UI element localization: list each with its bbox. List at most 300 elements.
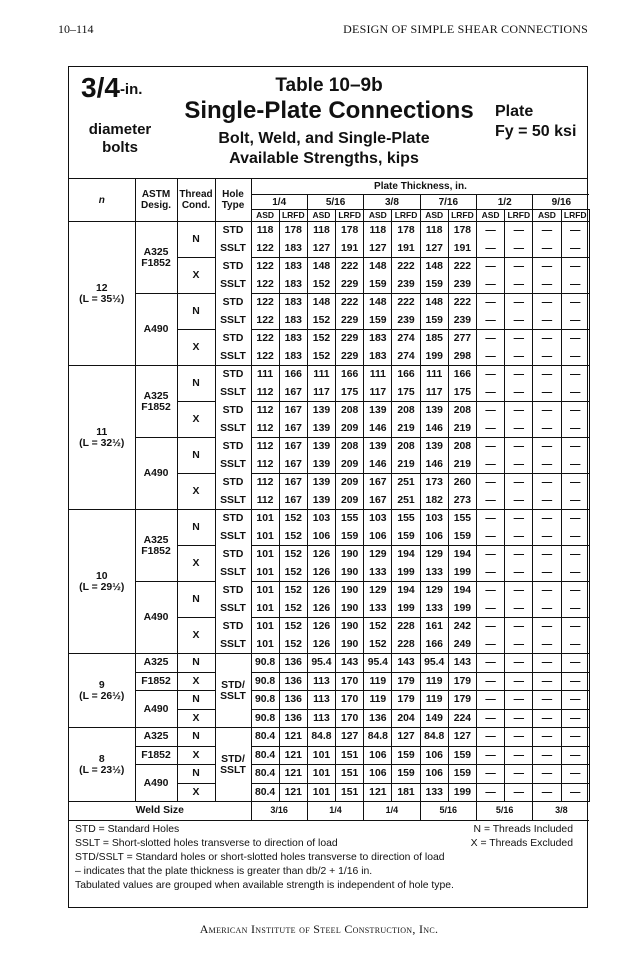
value-cell: — bbox=[533, 728, 561, 747]
value-cell: 136 bbox=[279, 709, 307, 728]
hole-cell: STD bbox=[215, 582, 251, 600]
value-cell: 222 bbox=[336, 258, 364, 276]
material-strength: Fy = 50 ksi bbox=[495, 123, 577, 140]
n-value: 9 bbox=[98, 679, 105, 691]
bolt-size bbox=[81, 73, 142, 103]
value-cell: 127 bbox=[420, 240, 448, 258]
value-cell: 159 bbox=[392, 746, 420, 765]
value-cell: 249 bbox=[448, 636, 476, 654]
hole-cell: STD bbox=[215, 438, 251, 456]
value-cell: 208 bbox=[448, 402, 476, 420]
value-cell: 208 bbox=[392, 438, 420, 456]
hole-cell: SSLT bbox=[215, 564, 251, 582]
value-cell: — bbox=[477, 258, 505, 276]
value-cell: — bbox=[561, 546, 589, 564]
value-cell: 229 bbox=[336, 330, 364, 348]
value-cell: 166 bbox=[420, 636, 448, 654]
value-cell: — bbox=[505, 366, 533, 384]
value-cell: 194 bbox=[392, 582, 420, 600]
weld-size-value: 3/8 bbox=[533, 802, 590, 821]
value-cell: 139 bbox=[307, 456, 335, 474]
value-cell: 133 bbox=[420, 600, 448, 618]
value-cell: — bbox=[505, 691, 533, 710]
value-cell: 119 bbox=[364, 691, 392, 710]
table-row bbox=[69, 438, 589, 456]
value-cell: 209 bbox=[336, 474, 364, 492]
thickness-header: 7/16 bbox=[420, 195, 476, 210]
value-cell: — bbox=[477, 330, 505, 348]
value-cell: — bbox=[533, 222, 561, 240]
table-description: Bolt, Weld, and Single-Plate Available Strengths, kips bbox=[218, 130, 430, 167]
astm-value: A325 bbox=[143, 246, 169, 258]
value-cell: 159 bbox=[364, 276, 392, 294]
value-cell: 122 bbox=[251, 276, 279, 294]
value-cell: 183 bbox=[279, 348, 307, 366]
value-cell: 152 bbox=[307, 348, 335, 366]
value-cell: 133 bbox=[364, 564, 392, 582]
thread-cell: X bbox=[177, 474, 215, 510]
value-cell: 113 bbox=[307, 709, 335, 728]
value-cell: 152 bbox=[307, 312, 335, 330]
value-cell: 146 bbox=[420, 420, 448, 438]
asd-header: ASD bbox=[420, 210, 448, 222]
value-cell: — bbox=[477, 222, 505, 240]
value-cell: — bbox=[477, 402, 505, 420]
value-cell: — bbox=[561, 746, 589, 765]
value-cell: 155 bbox=[392, 510, 420, 528]
thread-cell: X bbox=[177, 618, 215, 654]
value-cell: — bbox=[533, 276, 561, 294]
value-cell: 101 bbox=[251, 636, 279, 654]
note-line: STD = Standard Holes N = Threads Included bbox=[75, 823, 581, 837]
value-cell: 139 bbox=[364, 402, 392, 420]
value-cell: 173 bbox=[420, 474, 448, 492]
astm-cell: A325 bbox=[135, 654, 177, 673]
value-cell: — bbox=[505, 492, 533, 510]
weld-size-value: 5/16 bbox=[477, 802, 533, 821]
value-cell: — bbox=[477, 618, 505, 636]
thread-cell: X bbox=[177, 546, 215, 582]
value-cell: — bbox=[561, 330, 589, 348]
value-cell: — bbox=[561, 728, 589, 747]
value-cell: — bbox=[505, 709, 533, 728]
value-cell: 112 bbox=[251, 492, 279, 510]
value-cell: — bbox=[533, 765, 561, 784]
value-cell: — bbox=[561, 783, 589, 802]
thread-cell: N bbox=[177, 510, 215, 546]
thickness-header: 1/4 bbox=[251, 195, 307, 210]
value-cell: 190 bbox=[336, 546, 364, 564]
value-cell: 111 bbox=[420, 366, 448, 384]
bolt-size-unit: -in. bbox=[119, 81, 143, 98]
value-cell: 133 bbox=[364, 600, 392, 618]
value-cell: — bbox=[477, 492, 505, 510]
value-cell: 159 bbox=[364, 312, 392, 330]
astm-value: F1852 bbox=[141, 545, 171, 557]
value-cell: 122 bbox=[251, 312, 279, 330]
asd-header: ASD bbox=[307, 210, 335, 222]
value-cell: — bbox=[505, 672, 533, 691]
value-cell: 182 bbox=[420, 492, 448, 510]
value-cell: — bbox=[505, 420, 533, 438]
value-cell: 159 bbox=[420, 312, 448, 330]
value-cell: 95.4 bbox=[307, 654, 335, 673]
value-cell: 146 bbox=[420, 456, 448, 474]
value-cell: 126 bbox=[307, 618, 335, 636]
value-cell: — bbox=[533, 366, 561, 384]
astm-cell: A490 bbox=[135, 294, 177, 366]
value-cell: 175 bbox=[336, 384, 364, 402]
value-cell: 199 bbox=[392, 564, 420, 582]
value-cell: — bbox=[561, 258, 589, 276]
n-cell bbox=[69, 222, 135, 366]
value-cell: 183 bbox=[279, 276, 307, 294]
value-cell: 179 bbox=[392, 672, 420, 691]
value-cell: — bbox=[533, 691, 561, 710]
value-cell: 194 bbox=[448, 546, 476, 564]
value-cell: 209 bbox=[336, 420, 364, 438]
astm-cell: F1852 bbox=[135, 746, 177, 765]
n-value: 10 bbox=[95, 570, 108, 582]
table-row bbox=[69, 672, 589, 691]
value-cell: 112 bbox=[251, 474, 279, 492]
note-line: STD/SSLT = Standard holes or short-slotted holes transverse to direction of load bbox=[75, 851, 445, 863]
value-cell: 222 bbox=[448, 258, 476, 276]
value-cell: 122 bbox=[251, 348, 279, 366]
value-cell: — bbox=[533, 546, 561, 564]
value-cell: 136 bbox=[279, 691, 307, 710]
value-cell: 84.8 bbox=[420, 728, 448, 747]
value-cell: 175 bbox=[392, 384, 420, 402]
value-cell: — bbox=[561, 348, 589, 366]
value-cell: 80.4 bbox=[251, 783, 279, 802]
value-cell: 242 bbox=[448, 618, 476, 636]
thickness-header: 5/16 bbox=[307, 195, 363, 210]
value-cell: 260 bbox=[448, 474, 476, 492]
value-cell: 152 bbox=[307, 330, 335, 348]
value-cell: 191 bbox=[448, 240, 476, 258]
value-cell: — bbox=[561, 294, 589, 312]
note-threads-excluded: X = Threads Excluded bbox=[470, 837, 573, 849]
value-cell: 112 bbox=[251, 402, 279, 420]
value-cell: — bbox=[477, 384, 505, 402]
value-cell: 199 bbox=[448, 564, 476, 582]
hole-cell: SSLT bbox=[215, 600, 251, 618]
astm-cell: A490 bbox=[135, 765, 177, 802]
value-cell: — bbox=[505, 312, 533, 330]
value-cell: 183 bbox=[279, 330, 307, 348]
value-cell: 127 bbox=[307, 240, 335, 258]
strength-table bbox=[69, 179, 590, 821]
value-cell: 179 bbox=[448, 672, 476, 691]
value-cell: — bbox=[477, 366, 505, 384]
value-cell: — bbox=[505, 654, 533, 673]
astm-value: A325 bbox=[143, 390, 169, 402]
value-cell: — bbox=[561, 366, 589, 384]
value-cell: — bbox=[477, 474, 505, 492]
value-cell: — bbox=[561, 691, 589, 710]
value-cell: 222 bbox=[336, 294, 364, 312]
table-header bbox=[69, 179, 589, 222]
thread-cell: N bbox=[177, 728, 215, 747]
value-cell: 146 bbox=[364, 456, 392, 474]
value-cell: — bbox=[505, 636, 533, 654]
value-cell: 80.4 bbox=[251, 765, 279, 784]
hole-cell: SSLT bbox=[215, 348, 251, 366]
value-cell: — bbox=[561, 582, 589, 600]
hole-cell: SSLT bbox=[215, 636, 251, 654]
value-cell: 224 bbox=[448, 709, 476, 728]
hole-cell: STD bbox=[215, 510, 251, 528]
value-cell: — bbox=[533, 348, 561, 366]
value-cell: 117 bbox=[307, 384, 335, 402]
value-cell: 251 bbox=[392, 492, 420, 510]
value-cell: 101 bbox=[307, 765, 335, 784]
value-cell: — bbox=[505, 600, 533, 618]
value-cell: — bbox=[561, 438, 589, 456]
value-cell: — bbox=[477, 636, 505, 654]
value-cell: 178 bbox=[336, 222, 364, 240]
col-n: n bbox=[69, 179, 135, 222]
value-cell: 239 bbox=[448, 312, 476, 330]
value-cell: — bbox=[477, 672, 505, 691]
astm-cell: A490 bbox=[135, 582, 177, 654]
n-cell bbox=[69, 366, 135, 510]
value-cell: — bbox=[533, 402, 561, 420]
value-cell: 106 bbox=[420, 765, 448, 784]
value-cell: 127 bbox=[364, 240, 392, 258]
value-cell: 166 bbox=[336, 366, 364, 384]
hole-cell: STD bbox=[215, 474, 251, 492]
asd-header: ASD bbox=[533, 210, 561, 222]
n-cell bbox=[69, 510, 135, 654]
value-cell: 199 bbox=[448, 600, 476, 618]
value-cell: 194 bbox=[392, 546, 420, 564]
value-cell: 111 bbox=[251, 366, 279, 384]
value-cell: — bbox=[505, 258, 533, 276]
value-cell: 122 bbox=[251, 240, 279, 258]
value-cell: 183 bbox=[279, 294, 307, 312]
thread-cell: X bbox=[177, 672, 215, 691]
table-row bbox=[69, 366, 589, 384]
value-cell: — bbox=[477, 709, 505, 728]
note-threads-included: N = Threads Included bbox=[473, 823, 573, 835]
value-cell: — bbox=[477, 276, 505, 294]
value-cell: 175 bbox=[448, 384, 476, 402]
thickness-header: 3/8 bbox=[364, 195, 420, 210]
value-cell: 152 bbox=[279, 618, 307, 636]
value-cell: — bbox=[477, 438, 505, 456]
value-cell: 155 bbox=[336, 510, 364, 528]
value-cell: 84.8 bbox=[307, 728, 335, 747]
value-cell: 222 bbox=[392, 258, 420, 276]
astm-cell: A490 bbox=[135, 691, 177, 728]
lrfd-header: LRFD bbox=[336, 210, 364, 222]
value-cell: 126 bbox=[307, 600, 335, 618]
value-cell: — bbox=[477, 240, 505, 258]
value-cell: — bbox=[505, 546, 533, 564]
value-cell: 143 bbox=[448, 654, 476, 673]
thread-cell: N bbox=[177, 438, 215, 474]
value-cell: — bbox=[561, 709, 589, 728]
table-row bbox=[69, 222, 589, 240]
value-cell: 167 bbox=[279, 420, 307, 438]
value-cell: — bbox=[533, 672, 561, 691]
length-value: (L = 26½) bbox=[79, 690, 125, 702]
value-cell: 166 bbox=[279, 366, 307, 384]
value-cell: — bbox=[477, 456, 505, 474]
value-cell: 194 bbox=[448, 582, 476, 600]
value-cell: 95.4 bbox=[420, 654, 448, 673]
value-cell: — bbox=[505, 618, 533, 636]
value-cell: 117 bbox=[364, 384, 392, 402]
hole-cell: SSLT bbox=[215, 456, 251, 474]
value-cell: 167 bbox=[279, 456, 307, 474]
value-cell: — bbox=[561, 492, 589, 510]
value-cell: — bbox=[533, 618, 561, 636]
value-cell: 190 bbox=[336, 618, 364, 636]
value-cell: 139 bbox=[307, 492, 335, 510]
value-cell: — bbox=[505, 765, 533, 784]
value-cell: 139 bbox=[307, 402, 335, 420]
value-cell: 208 bbox=[448, 438, 476, 456]
value-cell: 199 bbox=[392, 600, 420, 618]
value-cell: 129 bbox=[364, 546, 392, 564]
table-row bbox=[69, 728, 589, 747]
value-cell: 126 bbox=[307, 636, 335, 654]
value-cell: 183 bbox=[279, 258, 307, 276]
col-plate-thickness: Plate Thickness, in. bbox=[251, 179, 589, 195]
thread-cell: X bbox=[177, 746, 215, 765]
value-cell: 159 bbox=[420, 276, 448, 294]
value-cell: 219 bbox=[392, 456, 420, 474]
thread-cell: N bbox=[177, 222, 215, 258]
table-row bbox=[69, 294, 589, 312]
value-cell: 155 bbox=[448, 510, 476, 528]
value-cell: 181 bbox=[392, 783, 420, 802]
astm-value: F1852 bbox=[141, 257, 171, 269]
value-cell: 239 bbox=[392, 276, 420, 294]
value-cell: — bbox=[533, 474, 561, 492]
value-cell: 178 bbox=[448, 222, 476, 240]
value-cell: 209 bbox=[336, 456, 364, 474]
value-cell: 167 bbox=[279, 492, 307, 510]
value-cell: — bbox=[505, 783, 533, 802]
value-cell: 113 bbox=[307, 672, 335, 691]
thickness-header: 1/2 bbox=[477, 195, 533, 210]
value-cell: 152 bbox=[279, 510, 307, 528]
value-cell: — bbox=[477, 348, 505, 366]
n-value: 11 bbox=[96, 426, 108, 438]
value-cell: — bbox=[533, 528, 561, 546]
value-cell: 139 bbox=[420, 402, 448, 420]
value-cell: 183 bbox=[364, 348, 392, 366]
value-cell: — bbox=[477, 510, 505, 528]
astm-cell bbox=[135, 510, 177, 582]
length-value: (L = 35½) bbox=[79, 293, 125, 305]
value-cell: 139 bbox=[307, 474, 335, 492]
astm-cell bbox=[135, 222, 177, 294]
value-cell: — bbox=[533, 746, 561, 765]
lrfd-header: LRFD bbox=[505, 210, 533, 222]
value-cell: — bbox=[505, 348, 533, 366]
value-cell: 228 bbox=[392, 618, 420, 636]
value-cell: 146 bbox=[364, 420, 392, 438]
value-cell: 183 bbox=[364, 330, 392, 348]
weld-size-row bbox=[69, 802, 589, 821]
value-cell: — bbox=[561, 456, 589, 474]
page-footer: American Institute of Steel Construction, Inc. bbox=[199, 922, 439, 936]
value-cell: 208 bbox=[336, 402, 364, 420]
value-cell: 143 bbox=[392, 654, 420, 673]
value-cell: 229 bbox=[336, 348, 364, 366]
value-cell: — bbox=[477, 654, 505, 673]
thread-cell: N bbox=[177, 654, 215, 673]
value-cell: — bbox=[505, 240, 533, 258]
value-cell: 199 bbox=[448, 783, 476, 802]
value-cell: 239 bbox=[392, 312, 420, 330]
value-cell: 90.8 bbox=[251, 672, 279, 691]
value-cell: 129 bbox=[420, 546, 448, 564]
value-cell: 139 bbox=[307, 420, 335, 438]
value-cell: 118 bbox=[420, 222, 448, 240]
value-cell: 95.4 bbox=[364, 654, 392, 673]
value-cell: 126 bbox=[307, 546, 335, 564]
value-cell: 209 bbox=[336, 492, 364, 510]
value-cell: — bbox=[477, 783, 505, 802]
value-cell: 133 bbox=[420, 564, 448, 582]
n-value: 12 bbox=[95, 282, 108, 294]
value-cell: 106 bbox=[420, 528, 448, 546]
astm-cell: F1852 bbox=[135, 672, 177, 691]
value-cell: 148 bbox=[307, 294, 335, 312]
value-cell: — bbox=[561, 312, 589, 330]
value-cell: — bbox=[561, 240, 589, 258]
value-cell: — bbox=[533, 564, 561, 582]
weld-size-value: 1/4 bbox=[364, 802, 420, 821]
col-hole: Hole Type bbox=[215, 179, 251, 222]
value-cell: 111 bbox=[307, 366, 335, 384]
value-cell: 122 bbox=[251, 258, 279, 276]
value-cell: — bbox=[477, 564, 505, 582]
value-cell: 122 bbox=[251, 294, 279, 312]
value-cell: 148 bbox=[307, 258, 335, 276]
thread-cell: N bbox=[177, 691, 215, 710]
value-cell: 159 bbox=[448, 528, 476, 546]
table-row bbox=[69, 582, 589, 600]
hole-cell: SSLT bbox=[215, 384, 251, 402]
value-cell: — bbox=[561, 765, 589, 784]
value-cell: 121 bbox=[364, 783, 392, 802]
hole-cell: STD bbox=[215, 258, 251, 276]
value-cell: 152 bbox=[279, 582, 307, 600]
table-row bbox=[69, 691, 589, 710]
length-value: (L = 29½) bbox=[79, 581, 125, 593]
weld-size-label: Weld Size bbox=[69, 802, 251, 821]
value-cell: 167 bbox=[279, 438, 307, 456]
value-cell: — bbox=[533, 709, 561, 728]
hole-cell: STD bbox=[215, 366, 251, 384]
page-number: 10–114 bbox=[58, 22, 94, 36]
value-cell: — bbox=[533, 294, 561, 312]
value-cell: 239 bbox=[448, 276, 476, 294]
value-cell: 121 bbox=[279, 765, 307, 784]
value-cell: 166 bbox=[448, 366, 476, 384]
value-cell: 274 bbox=[392, 330, 420, 348]
thread-cell: X bbox=[177, 258, 215, 294]
value-cell: — bbox=[505, 746, 533, 765]
n-value: 8 bbox=[98, 753, 105, 765]
